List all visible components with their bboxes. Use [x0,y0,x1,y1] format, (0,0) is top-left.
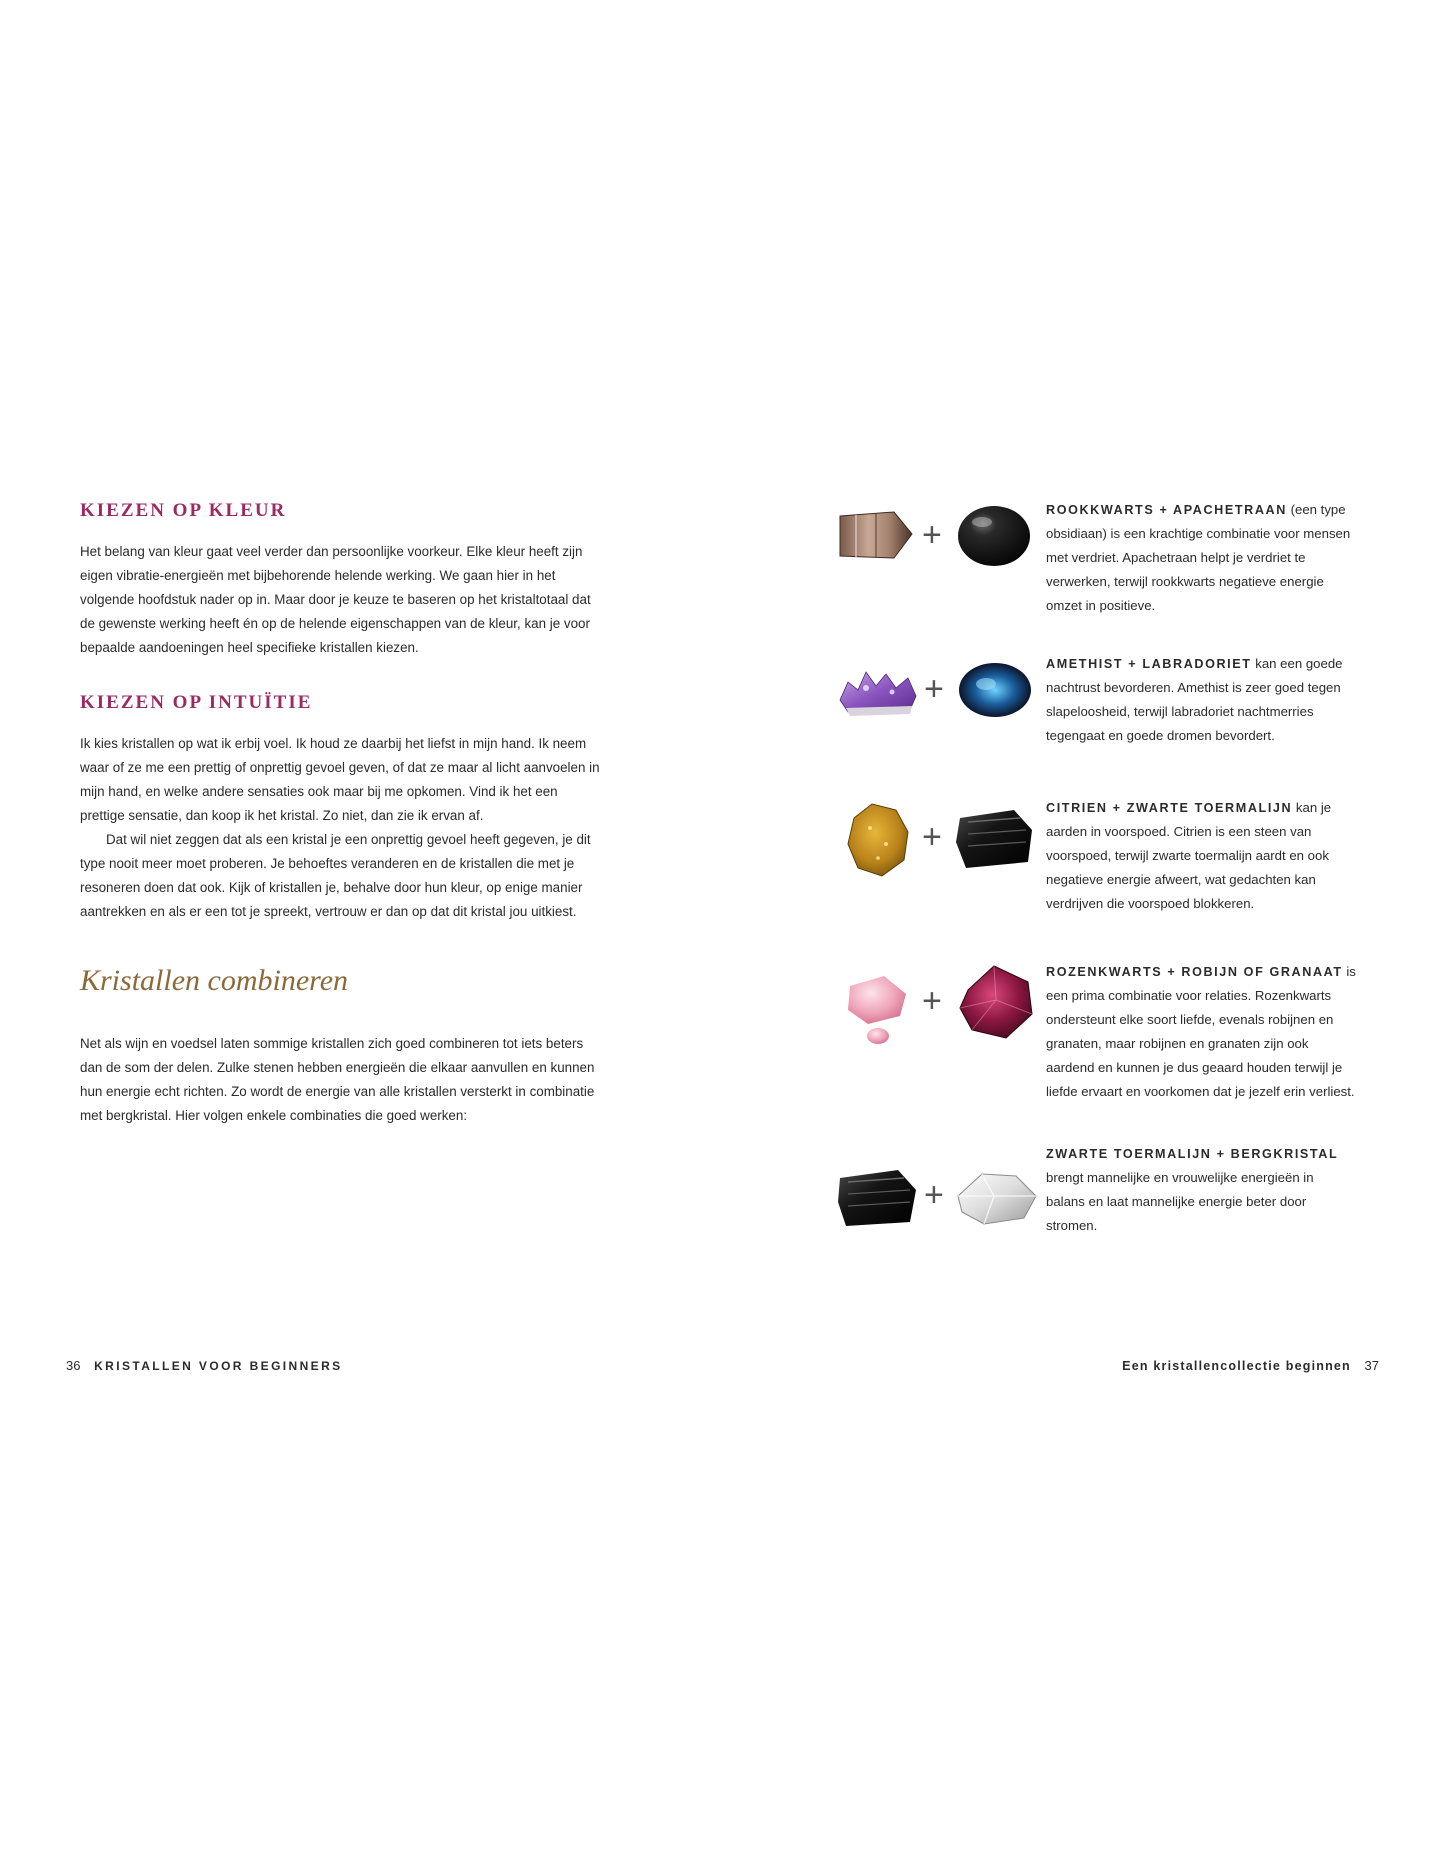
rose-quartz-image [840,970,916,1046]
combo-item [836,1142,1356,1252]
right-page-content [836,498,1356,1252]
ruby-garnet-image [954,960,1038,1044]
combo-text: brengt mannelijke en vrouwelijke energieën in balans en laat mannelijke energie beter door stromen. [1046,1170,1314,1233]
combo-text: (een type obsidiaan) is een krachtige combinatie voor mensen met verdriet. Apachetraan helpt je verdriet te verwerken, terwijl rookkwarts negatieve energie omzet in positieve. [1046,502,1351,613]
combo-stones [836,1142,1046,1252]
plus-sign: + [922,516,942,554]
citrine-image [842,798,914,882]
running-title-right: Een kristallencollectie beginnen [1122,1359,1351,1373]
combo-item [836,652,1356,796]
plus-sign: + [922,818,942,856]
combo-title: CITRIEN + ZWARTE TOERMALIJN [1046,801,1293,815]
plus-sign: + [924,670,944,708]
running-title-left: KRISTALLEN VOOR BEGINNERS [94,1359,343,1373]
labradorite-image [956,660,1034,720]
combo-stones [836,960,1046,1070]
chapter-title-combining: Kristallen combineren [80,964,349,997]
black-tourmaline-image [836,1164,918,1230]
combo-text: kan een goede nachtrust bevorderen. Amethist is zeer goed tegen slapeloosheid, terwijl labradoriet nachtmerries tegengaat en goede dromen bevordert. [1046,656,1343,743]
plus-sign: + [924,1176,944,1214]
paragraph-intuition-1: Ik kies kristallen op wat ik erbij voel. Ik houd ze daarbij het liefst in mijn hand. Ik neem waar of ze me een prettig of onprettig gevoel geven, of dat ze maar al licht aanvoelen in mijn hand, en welke andere sensaties ook maar bij me opkomen. Vind ik het een prettige sensatie, dan koop ik het kristal. Zo niet, dan zie ik ervan af. [80,736,600,823]
combo-title: ZWARTE TOERMALIJN + BERGKRISTAL [1046,1147,1339,1161]
combo-item [836,796,1356,960]
heading-choose-by-color: KIEZEN OP KLEUR [80,500,287,521]
combo-title: ROZENKWARTS + ROBIJN OF GRANAAT [1046,965,1343,979]
left-page-footer [56,1358,343,1373]
combo-title: AMETHIST + LABRADORIET [1046,657,1252,671]
plus-sign: + [922,982,942,1020]
combo-stones [836,652,1046,762]
heading-choose-by-intuition: KIEZEN OP INTUÏTIE [80,692,313,713]
paragraph-color: Het belang van kleur gaat veel verder dan persoonlijke voorkeur. Elke kleur heeft zijn eigen vibratie-energieën met bijbehorende helende werking. We gaan hier in het volgende hoofdstuk nader op in. Maar door je keuze te baseren op het kristaltotaal dat de gewenste werking heeft én op de helende eigenschappen van de kleur, kan je voor bepaalde aandoeningen heel specifieke kristallen kiezen. [80,544,591,655]
page-number-right: 37 [1364,1358,1379,1373]
combo-description [1046,796,1356,916]
combo-title: ROOKKWARTS + APACHETRAAN [1046,503,1287,517]
smoky-quartz-image [836,506,916,566]
apache-tear-image [954,500,1034,570]
combo-stones [836,498,1046,608]
combo-description [1046,960,1356,1104]
combo-description [1046,1142,1356,1238]
combo-item [836,960,1356,1142]
combo-text: kan je aarden in voorspoed. Citrien is een steen van voorspoed, terwijl zwarte toermalijn aardt en ook negatieve energie afweert, wat gedachten kan verdrijven die voorspoed blokkeren. [1046,800,1332,911]
left-page-content [80,500,600,1128]
combo-item [836,498,1356,652]
paragraph-intuition-2: Dat wil niet zeggen dat als een kristal je een onprettig gevoel heeft gegeven, je dit type nooit meer moet proberen. Je behoeftes veranderen en de kristallen die met je resoneren doen dat ook. Kijk of kristallen je, behalve door hun kleur, op enige manier aantrekken en als er een tot je spreekt, vertrouw er dan op dat dit kristal jou uitkiest. [80,832,591,919]
combo-description [1046,652,1356,748]
amethyst-image [836,664,920,720]
combo-description [1046,498,1356,618]
combo-stones [836,796,1046,906]
paragraph-combining: Net als wijn en voedsel laten sommige kristallen zich goed combineren tot iets beters dan de som der delen. Zulke stenen hebben energieën die elkaar aanvullen en kunnen hun energie echt richten. Zo wordt de energie van alle kristallen versterkt in combinatie met bergkristal. Hier volgen enkele combinaties die goed werken: [80,1036,595,1123]
black-tourmaline-image [954,806,1036,872]
page-number-left: 36 [66,1358,81,1373]
rock-crystal-image [954,1166,1038,1228]
right-page-footer [1122,1358,1389,1373]
combo-text: is een prima combinatie voor relaties. Rozenkwarts ondersteunt elke soort liefde, evenals robijnen en granaten, maar robijnen en granaten zijn ook aardend en kunnen je dus geaard houden terwijl je liefde ervaart en voorkomen dat je jezelf erin verliest. [1046,964,1356,1099]
